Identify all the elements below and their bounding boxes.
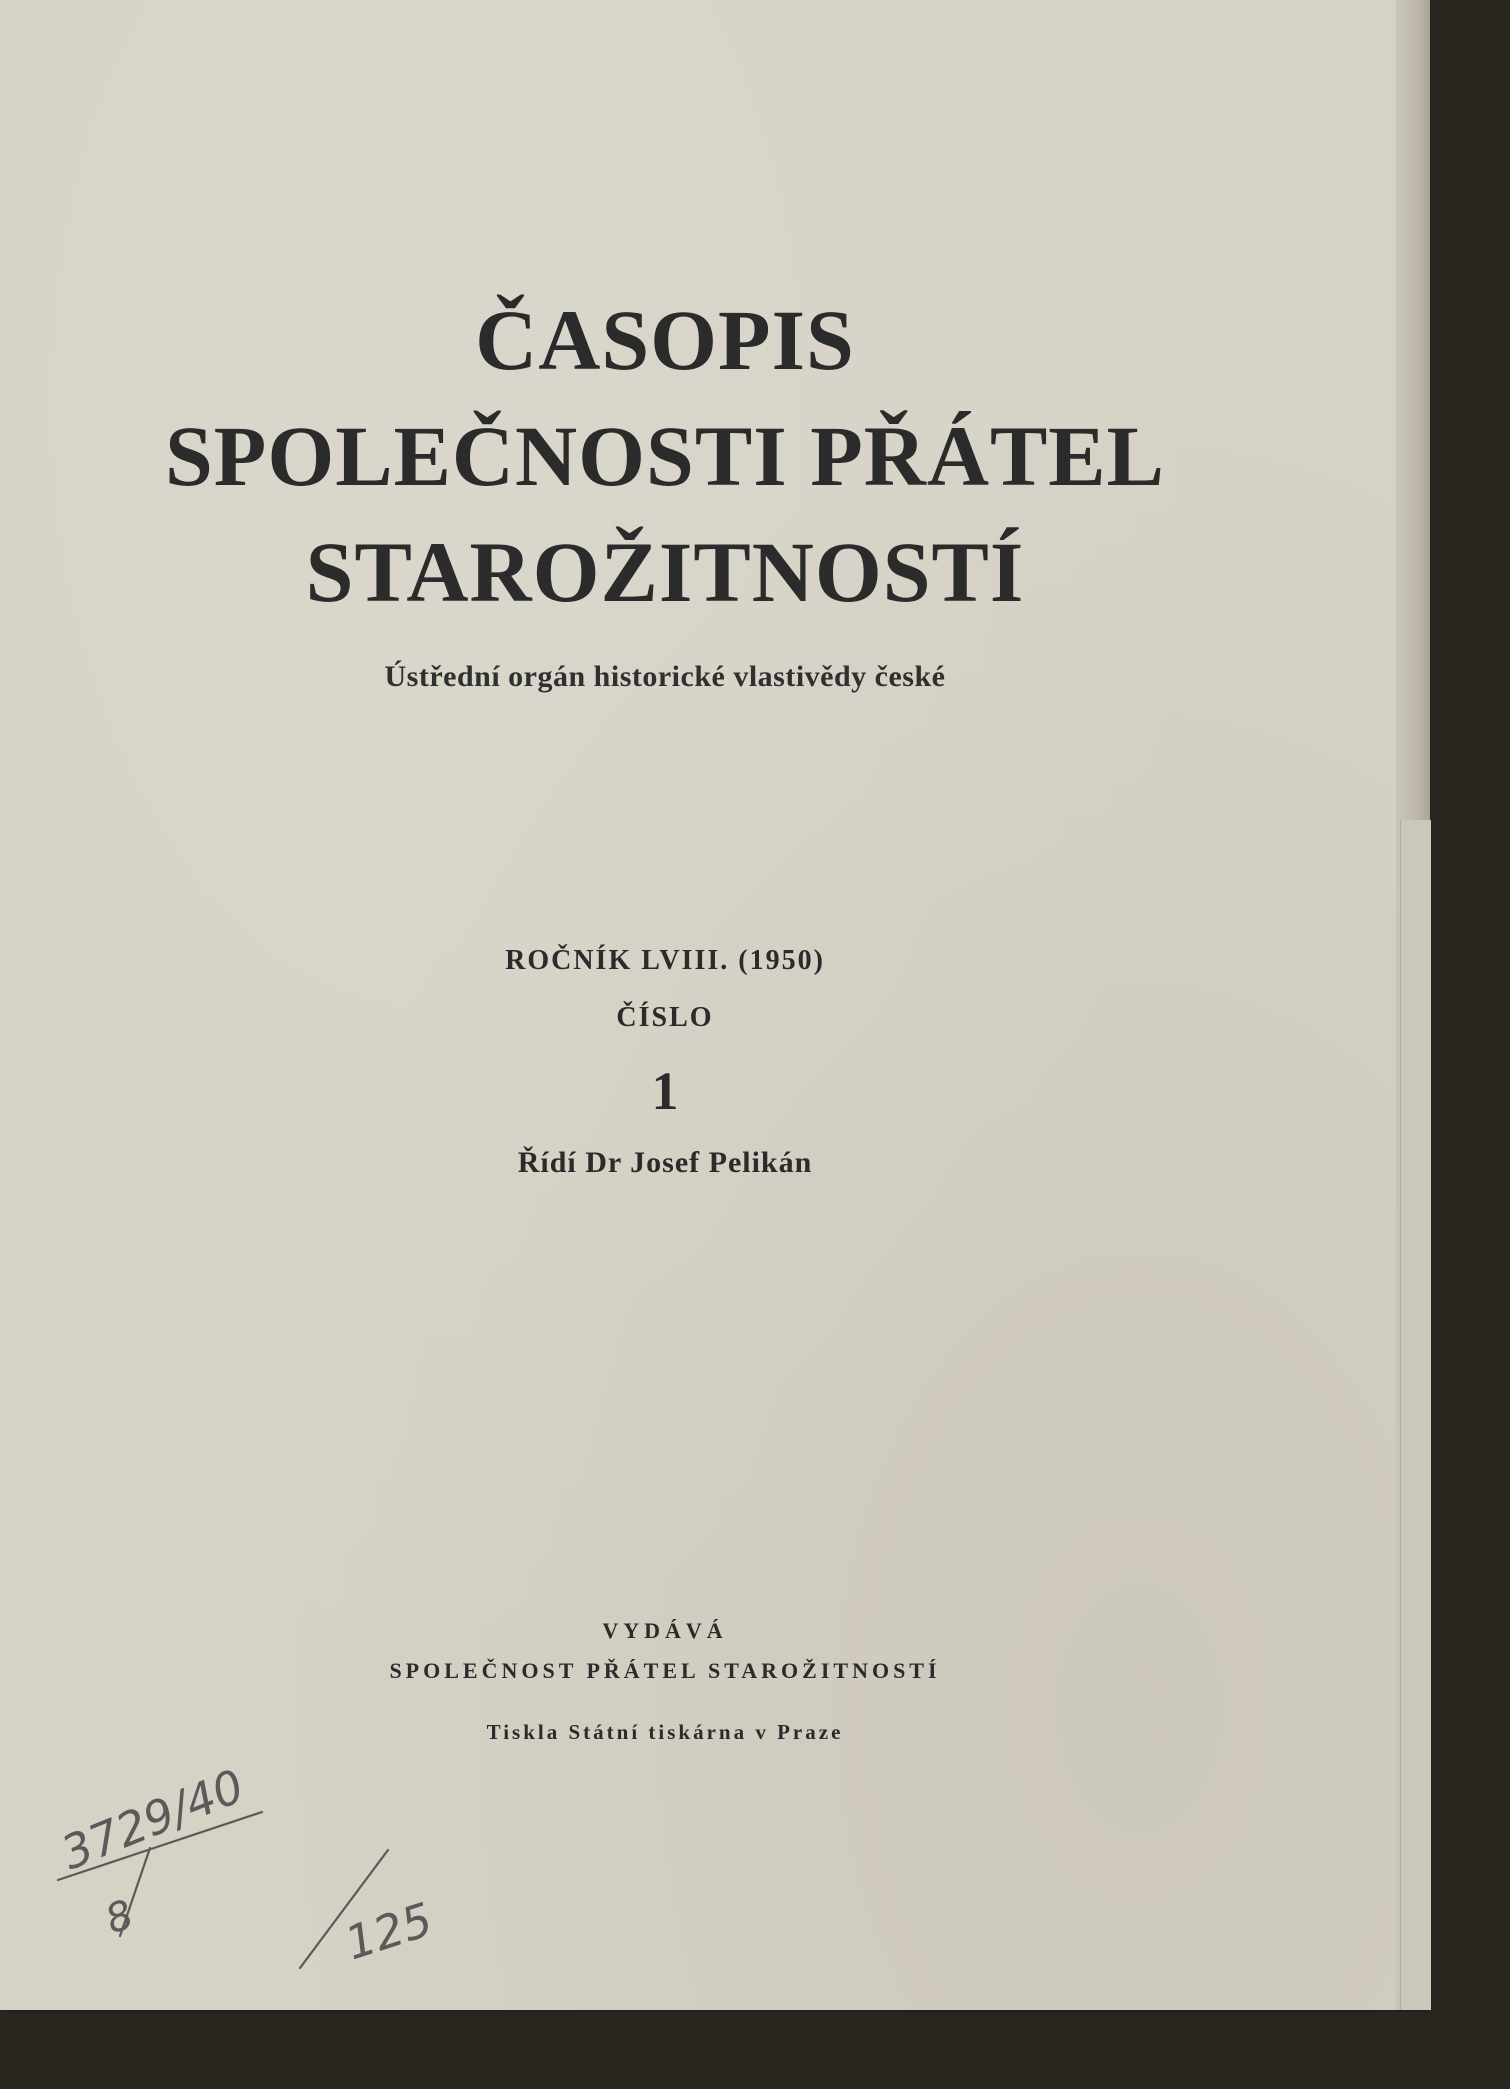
printer-line: Tiskla Státní tiskárna v Praze [486, 1720, 844, 1744]
journal-title-line-1: ČASOPIS [475, 292, 855, 388]
pencil-note-1: 3729/40 [53, 1758, 252, 1881]
volume-info: ROČNÍK LVIII. (1950) [505, 945, 825, 976]
journal-title-line-3: STAROŽITNOSTÍ [305, 524, 1025, 620]
issue-number: 1 [651, 1061, 679, 1121]
issue-label: ČÍSLO [616, 1002, 714, 1033]
publisher-name: SPOLEČNOST PŘÁTEL STAROŽITNOSTÍ [389, 1658, 941, 1683]
journal-subtitle: Ústřední orgán historické vlastivědy české [384, 660, 946, 693]
editor-line: Řídí Dr Josef Pelikán [517, 1146, 813, 1179]
pencil-note-3: 125 [338, 1891, 439, 1971]
pencil-note-2: 8 [99, 1891, 140, 1944]
publisher-label: VYDÁVÁ [602, 1618, 728, 1643]
journal-title-line-2: SPOLEČNOSTI PŘÁTEL [164, 408, 1166, 504]
